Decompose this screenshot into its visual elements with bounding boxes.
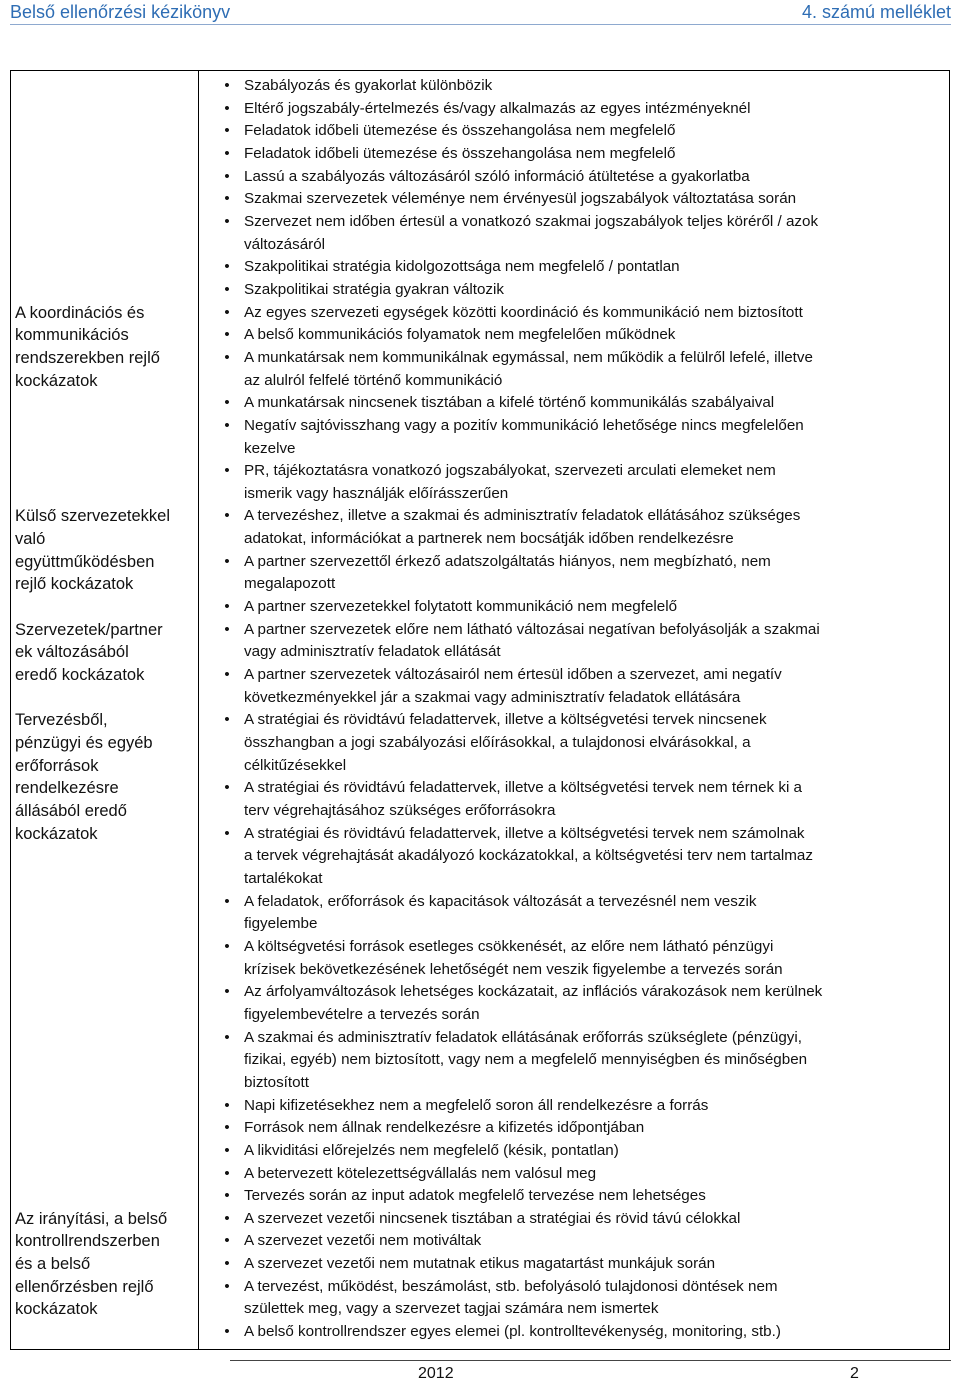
risk-item-line: A partner szervezettől érkező adatszolgáltatás hiányos, nem megbízható, nem — [244, 552, 771, 570]
risk-item — [198, 823, 949, 891]
risk-item — [198, 1321, 949, 1344]
risk-item — [198, 1185, 949, 1208]
risk-category-label-line: eredő kockázatok — [15, 666, 145, 685]
risk-item — [198, 551, 949, 596]
page-header — [10, 0, 951, 25]
risk-item-line: A belső kontrollrendszer egyes elemei (pl. kontrolltevékenység, monitoring, stb.) — [244, 1323, 781, 1341]
risk-item-list — [198, 709, 949, 1207]
bullet-icon: • — [224, 462, 230, 480]
bullet-icon: • — [224, 167, 230, 185]
risk-item-line: Az egyes szervezeti egységek közötti koordináció és kommunikáció nem biztosított — [244, 303, 803, 321]
risk-table-body — [11, 75, 949, 1344]
bullet-icon: • — [224, 77, 230, 94]
risk-item — [198, 1027, 949, 1095]
risk-category-label-line: ek változásából — [15, 643, 129, 662]
risk-item — [198, 1140, 949, 1163]
bullet-icon: • — [224, 303, 230, 321]
risk-item-line: Lassú a szabályozás változásáról szóló információ átültetése a gyakorlatba — [244, 167, 750, 185]
bullet-icon: • — [224, 552, 230, 570]
risk-item-line: A munkatársak nincsenek tisztában a kifelé történő kommunikálás szabályaival — [244, 394, 775, 412]
risk-category-label-line: Az irányítási, a belső — [15, 1209, 168, 1228]
risk-item-line: célkitűzésekkel — [244, 756, 347, 774]
risk-item-line: megalapozott — [244, 575, 336, 593]
bullet-icon: • — [224, 824, 230, 842]
document-title: Belső ellenőrzési kézikönyv — [10, 2, 231, 22]
risk-item — [198, 1208, 949, 1231]
bullet-icon: • — [224, 348, 230, 366]
risk-row — [11, 505, 949, 618]
risk-item-line: Szervezet nem időben értesül a vonatkozó szakmai jogszabályok teljes köréről / azok — [244, 212, 819, 230]
bullet-icon: • — [224, 937, 230, 955]
risk-category-label-line: kockázatok — [15, 824, 98, 843]
risk-category-label-line: rejlő kockázatok — [15, 575, 134, 594]
risk-category-label — [11, 75, 198, 302]
risk-item — [198, 302, 949, 325]
risk-item-list — [198, 505, 949, 618]
risk-item — [198, 891, 949, 936]
risk-item — [198, 1230, 949, 1253]
risk-item-list — [198, 302, 949, 506]
risk-item-line: A stratégiai és rövidtávú feladattervek, illetve a költségvetési tervek nem térnek ki a — [244, 779, 802, 797]
risk-category-label-line: Külső szervezetekkel — [15, 507, 170, 526]
risk-category-label — [11, 505, 198, 618]
risk-item-line: A szervezet vezetői nem mutatnak etikus magatartást munkájuk során — [244, 1255, 716, 1273]
risk-category-label-line: A koordinációs és — [15, 303, 145, 322]
risk-item-line: A betervezett kötelezettségvállalás nem valósul meg — [244, 1164, 597, 1182]
bullet-icon: • — [224, 507, 230, 525]
risk-category-label-line: való — [15, 530, 46, 549]
risk-item-line: terv végrehajtásához szükséges erőforrásokra — [244, 802, 556, 819]
risk-category-label — [11, 1208, 198, 1344]
risk-category-label-line: kockázatok — [15, 371, 98, 390]
bullet-icon: • — [224, 416, 230, 434]
annex-label: 4. számú melléklet — [801, 2, 951, 22]
risk-item-line: Feladatok időbeli ütemezése és összehangolása nem megfelelő — [244, 144, 676, 162]
risk-item-line: A szakmai és adminisztratív feladatok ellátásának erőforrás szükséglete (pénzügyi, — [244, 1028, 802, 1046]
bullet-icon: • — [224, 99, 230, 117]
bullet-icon: • — [224, 1232, 230, 1250]
risk-item-line: Feladatok időbeli ütemezése és összehangolása nem megfelelő — [244, 122, 676, 140]
risk-item-line: A munkatársak nem kommunikálnak egymással, nem működik a felülről lefelé, illetve — [244, 348, 813, 366]
bullet-icon: • — [224, 1277, 230, 1295]
risk-item-line: változásáról — [244, 235, 326, 253]
risk-item-line: születtek meg, vagy a szervezet tagjai számára nem ismertek — [244, 1300, 659, 1318]
risk-row — [11, 75, 949, 302]
bullet-icon: • — [224, 598, 230, 616]
risk-item — [198, 1276, 949, 1321]
risk-item — [198, 392, 949, 415]
risk-item — [198, 347, 949, 392]
bullet-icon: • — [224, 258, 230, 276]
risk-item-line: ismerik vagy használják előírásszerűen — [244, 484, 509, 502]
risk-category-label-line: kontrollrendszerben — [15, 1232, 160, 1251]
bullet-icon: • — [224, 779, 230, 797]
risk-item — [198, 279, 949, 302]
risk-category-label — [11, 709, 198, 1207]
risk-item-line: Szakpolitikai stratégia gyakran változik — [244, 280, 504, 298]
risk-category-label — [11, 619, 198, 710]
risk-item-line: A költségvetési források esetleges csökkenését, az előre nem látható pénzügyi — [244, 937, 774, 955]
risk-item-line: A belső kommunikációs folyamatok nem megfelelően működnek — [244, 326, 676, 344]
risk-row — [11, 709, 949, 1207]
risk-item-line: vagy adminisztratív feladatok ellátását — [244, 643, 501, 661]
risk-category-label-line: ellenőrzésben rejlő — [15, 1277, 154, 1296]
risk-category-label-line: és a belső — [15, 1255, 91, 1274]
risk-item-line: A tervezéshez, illetve a szakmai és adminisztratív feladatok ellátásához szükséges — [244, 507, 801, 525]
risk-item — [198, 777, 949, 822]
risk-item-line: kezelve — [244, 439, 296, 457]
bullet-icon: • — [224, 892, 230, 910]
bullet-icon: • — [224, 144, 230, 162]
risk-item — [198, 166, 949, 189]
bullet-icon: • — [224, 1119, 230, 1137]
risk-row — [11, 302, 949, 506]
risk-item-line: Szabályozás és gyakorlat különbözik — [244, 77, 493, 94]
risk-item — [198, 505, 949, 550]
risk-item-line: következményekkel jár a szakmai vagy adminisztratív feladatok ellátására — [244, 688, 741, 706]
risk-item-line: PR, tájékoztatásra vonatkozó jogszabályokat, szervezeti arculati elemeket nem — [244, 462, 776, 480]
risk-item — [198, 460, 949, 505]
risk-item-line: A stratégiai és rövidtávú feladattervek, illetve a költségvetési tervek nem számolnak — [244, 824, 805, 842]
page-number: 2 — [850, 1365, 859, 1382]
bullet-icon: • — [224, 280, 230, 298]
risk-category-label-line: pénzügyi és egyéb — [15, 734, 153, 753]
risk-category-label-line: együttműködésben — [15, 552, 155, 571]
bullet-icon: • — [224, 620, 230, 638]
risk-category-label-line: erőforrások — [15, 756, 99, 775]
risk-item-line: A partner szervezetek változásairól nem értesül időben a szervezet, ami negatív — [244, 666, 782, 684]
bullet-icon: • — [224, 1187, 230, 1205]
risk-item — [198, 619, 949, 664]
risk-item — [198, 120, 949, 143]
risk-category-label-line: rendelkezésre — [15, 779, 119, 798]
risk-row — [11, 1208, 949, 1344]
bullet-icon: • — [224, 1164, 230, 1182]
risk-item — [198, 664, 949, 709]
risk-item-line: A partner szervezetekkel folytatott kommunikáció nem megfelelő — [244, 598, 678, 616]
risk-item-line: tartalékokat — [244, 869, 323, 887]
risk-item-line: az alulról felfelé történő kommunikáció — [244, 371, 503, 389]
risk-item — [198, 981, 949, 1026]
risk-item-line: Tervezés során az input adatok megfelelő tervezése nem lehetséges — [244, 1187, 706, 1205]
page-footer — [230, 1360, 951, 1385]
risk-item — [198, 936, 949, 981]
risk-category-label-line: kockázatok — [15, 1300, 98, 1319]
risk-item-line: Napi kifizetésekhez nem a megfelelő soron áll rendelkezésre a forrás — [244, 1096, 709, 1114]
risk-item — [198, 709, 949, 777]
risk-item — [198, 1117, 949, 1140]
risk-item-line: Eltérő jogszabály-értelmezés és/vagy alkalmazás az egyes intézményeknél — [244, 99, 751, 117]
risk-item — [198, 1095, 949, 1118]
risk-table — [10, 70, 950, 1350]
risk-item-line: figyelembevételre a tervezés során — [244, 1005, 480, 1023]
risk-item-line: A tervezést, működést, beszámolást, stb. befolyásoló tulajdonosi döntések nem — [244, 1277, 778, 1295]
risk-item — [198, 188, 949, 211]
risk-item-line: Források nem állnak rendelkezésre a kifizetés időpontjában — [244, 1119, 645, 1137]
risk-item — [198, 324, 949, 347]
risk-item-line: Szakpolitikai stratégia kidolgozottsága nem megfelelő / pontatlan — [244, 258, 680, 276]
bullet-icon: • — [224, 190, 230, 208]
bullet-icon: • — [224, 326, 230, 344]
risk-item-line: biztosított — [244, 1073, 309, 1091]
bullet-icon: • — [224, 666, 230, 684]
risk-item-line: adatokat, információkat a partnerek nem bocsátják időben rendelkezésre — [244, 530, 734, 548]
risk-item — [198, 143, 949, 166]
risk-item-line: Az árfolyamváltozások lehetséges kockázatait, az inflációs várakozások nem kerülnek — [244, 983, 823, 1001]
risk-category-label-line: Szervezetek/partner — [15, 620, 163, 639]
bullet-icon: • — [224, 983, 230, 1001]
risk-item-line: Szakmai szervezetek véleménye nem érvényesül jogszabályok változtatása során — [244, 190, 797, 208]
risk-category-label-line: állásából eredő — [15, 802, 127, 820]
footer-year: 2012 — [418, 1365, 454, 1382]
risk-category-label-line: Tervezésből, — [15, 711, 108, 730]
risk-item — [198, 1163, 949, 1186]
bullet-icon: • — [224, 122, 230, 140]
risk-item — [198, 1253, 949, 1276]
risk-item — [198, 596, 949, 619]
bullet-icon: • — [224, 1255, 230, 1273]
bullet-icon: • — [224, 394, 230, 412]
risk-item-line: A partner szervezetek előre nem látható változásai negatívan befolyásolják a szakmai — [244, 620, 820, 638]
risk-row — [11, 619, 949, 710]
risk-item-list — [198, 1208, 949, 1344]
risk-item-line: A szervezet vezetői nincsenek tisztában a stratégiai és rövid távú célokkal — [244, 1209, 741, 1227]
risk-item-line: A stratégiai és rövidtávú feladattervek, illetve a költségvetési tervek nincsenek — [244, 711, 767, 729]
bullet-icon: • — [224, 1323, 230, 1341]
bullet-icon: • — [224, 711, 230, 729]
bullet-icon: • — [224, 1096, 230, 1114]
risk-item-line: krízisek bekövetkezésének lehetőségét nem veszik figyelembe a tervezés során — [244, 960, 783, 978]
risk-category-label — [11, 302, 198, 506]
risk-item-line: A feladatok, erőforrások és kapacitások változását a tervezésnél nem veszik — [244, 892, 757, 910]
risk-item-line: A szervezet vezetői nem motiváltak — [244, 1232, 482, 1250]
bullet-icon: • — [224, 1141, 230, 1159]
risk-category-label-line: rendszerekben rejlő — [15, 348, 160, 367]
risk-item — [198, 211, 949, 256]
bullet-icon: • — [224, 1209, 230, 1227]
risk-item-line: Negatív sajtóvisszhang vagy a pozitív kommunikáció lehetősége nincs megfelelően — [244, 416, 804, 434]
risk-item — [198, 256, 949, 279]
risk-item-line: összhangban a jogi szabályozási előírásokkal, a tulajdonosi elvárásokkal, a — [244, 734, 751, 752]
bullet-icon: • — [224, 1028, 230, 1046]
risk-item-list — [198, 75, 949, 302]
risk-item — [198, 98, 949, 121]
risk-item-line: a tervek végrehajtását akadályozó kockázatokkal, a költségvetési terv nem tartalmaz — [244, 847, 813, 865]
risk-item-line: figyelembe — [244, 915, 318, 933]
risk-item-line: A likviditási előrejelzés nem megfelelő (késik, pontatlan) — [244, 1141, 619, 1159]
risk-item-line: fizikai, egyéb) nem biztosított, vagy nem a megfelelő mennyiségben és minőségben — [244, 1051, 808, 1069]
risk-item — [198, 415, 949, 460]
bullet-icon: • — [224, 212, 230, 230]
risk-item — [198, 75, 949, 98]
risk-item-list — [198, 619, 949, 710]
risk-category-label-line: kommunikációs — [15, 326, 129, 345]
